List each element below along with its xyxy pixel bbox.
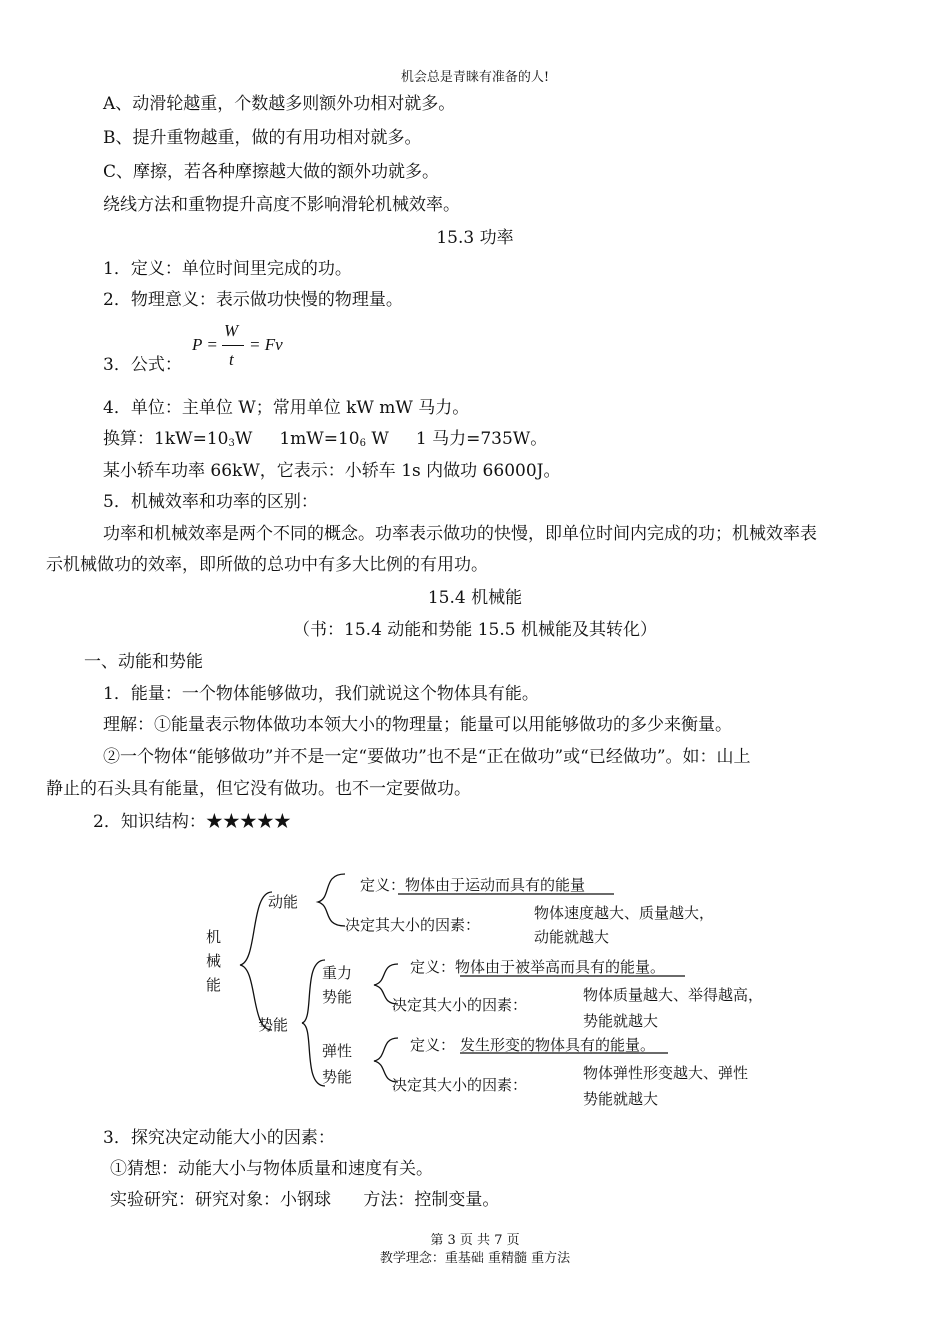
experiment-method: 实验研究：研究对象：小钢球 方法：控制变量。 xyxy=(110,1190,500,1210)
energy-understanding-2: ②一个物体“能够做功”并不是一定“要做功”也不是“正在做功”或“已经做功”。如：山上 xyxy=(103,747,751,767)
conversion-exponent-1: 3 xyxy=(228,438,235,449)
difference-heading: 5．机械效率和功率的区别： xyxy=(103,492,318,512)
section-title-power: 15.3 功率 xyxy=(436,228,514,248)
kinetic-factor-label: 决定其大小的因素： xyxy=(345,916,481,934)
elastic-definition: 发生形变的物体具有的能量。 xyxy=(460,1036,656,1054)
conversion-mid: W 1mW=10 xyxy=(234,429,360,449)
line-b: B、提升重物越重，做的有用功相对就多。 xyxy=(103,128,422,148)
power-meaning: 2．物理意义：表示做功快慢的物理量。 xyxy=(103,290,403,310)
unit-conversion xyxy=(103,427,547,456)
fraction-bar xyxy=(222,345,244,346)
gravity-potential-label-2: 势能 xyxy=(322,988,353,1006)
elastic-potential-label-2: 势能 xyxy=(322,1068,353,1086)
power-formula-label: 3．公式： xyxy=(103,355,182,375)
line-c: C、摩擦，若各种摩擦越大做的额外功就多。 xyxy=(103,162,440,182)
difference-paragraph-1: 功率和机械效率是两个不同的概念。功率表示做功的快慢，即单位时间内完成的功；机械效率表 xyxy=(103,524,817,544)
formula-denominator: t xyxy=(229,350,234,369)
gravity-factor-value-1: 物体质量越大、举得越高， xyxy=(583,986,764,1004)
elastic-factor-value-1: 物体弹性形变越大、弹性 xyxy=(583,1064,749,1082)
page-number: 第 3 页 共 7 页 xyxy=(430,1233,520,1248)
kinetic-definition: 定义：物体由于运动而具有的能量 xyxy=(360,876,586,894)
page-header: 机会总是青睐有准备的人! xyxy=(400,70,550,85)
root-char-1: 机 xyxy=(206,928,222,946)
gravity-factor-label: 决定其大小的因素： xyxy=(392,996,528,1014)
formula-rhs: = Fv xyxy=(249,335,283,354)
part-one-heading: 一、动能和势能 xyxy=(84,652,203,672)
energy-understanding-1: 理解：①能量表示物体做功本领大小的物理量；能量可以用能够做功的多少来衡量。 xyxy=(103,715,732,735)
formula-lhs: P = xyxy=(192,335,218,354)
power-definition: 1．定义：单位时间里完成的功。 xyxy=(103,259,352,279)
kinetic-factor-value-1: 物体速度越大、质量越大， xyxy=(534,904,715,922)
gravity-potential-label-1: 重力 xyxy=(322,964,353,982)
elastic-definition-label: 定义： xyxy=(410,1036,456,1054)
kinetic-brace xyxy=(318,874,345,926)
power-units: 4．单位：主单位 W；常用单位 kW mW 马力。 xyxy=(103,398,470,418)
teaching-motto: 教学理念：重基础 重精髓 重方法 xyxy=(379,1251,571,1266)
conversion-exponent-2: 6 xyxy=(359,438,366,449)
hypothesis: ①猜想：动能大小与物体质量和速度有关。 xyxy=(110,1159,433,1179)
elastic-factor-label: 决定其大小的因素： xyxy=(392,1076,528,1094)
conversion-end: W 1 马力=735W。 xyxy=(366,429,548,449)
line-d: 绕线方法和重物提升高度不影响滑轮机械效率。 xyxy=(103,195,460,215)
car-example: 某小轿车功率 66kW，它表示：小轿车 1s 内做功 66000J。 xyxy=(103,461,561,481)
elastic-potential-label-1: 弹性 xyxy=(322,1042,353,1060)
line-a: A、动滑轮越重，个数越多则额外功相对就多。 xyxy=(103,94,456,114)
difference-paragraph-2: 示机械做功的效率，即所做的总功中有多大比例的有用功。 xyxy=(46,555,488,575)
gravity-factor-value-2: 势能就越大 xyxy=(583,1012,659,1030)
explore-heading: 3．探究决定动能大小的因素： xyxy=(103,1128,335,1148)
book-reference: （书：15.4 动能和势能 15.5 机械能及其转化） xyxy=(293,620,657,640)
root-brace xyxy=(240,892,272,1030)
formula-numerator: W xyxy=(224,321,239,340)
kinetic-energy-label: 动能 xyxy=(268,893,299,911)
energy-understanding-3: 静止的石头具有能量，但它没有做功。也不一定要做功。 xyxy=(46,779,471,799)
kinetic-factor-value-2: 动能就越大 xyxy=(534,928,610,946)
energy-definition: 1．能量：一个物体能够做功，我们就说这个物体具有能。 xyxy=(103,684,539,704)
knowledge-structure-heading: 2．知识结构：★★★★★ xyxy=(93,812,291,832)
conversion-label: 换算：1kW=10 xyxy=(103,429,229,449)
knowledge-structure-diagram xyxy=(0,850,950,1120)
potential-energy-label: 势能 xyxy=(258,1016,289,1034)
gravity-definition: 定义：物体由于被举高而具有的能量。 xyxy=(410,958,666,976)
elastic-factor-value-2: 势能就越大 xyxy=(583,1090,659,1108)
section-title-mechanical-energy: 15.4 机械能 xyxy=(427,588,523,608)
root-char-2: 械 xyxy=(206,952,222,970)
root-char-3: 能 xyxy=(206,976,222,994)
